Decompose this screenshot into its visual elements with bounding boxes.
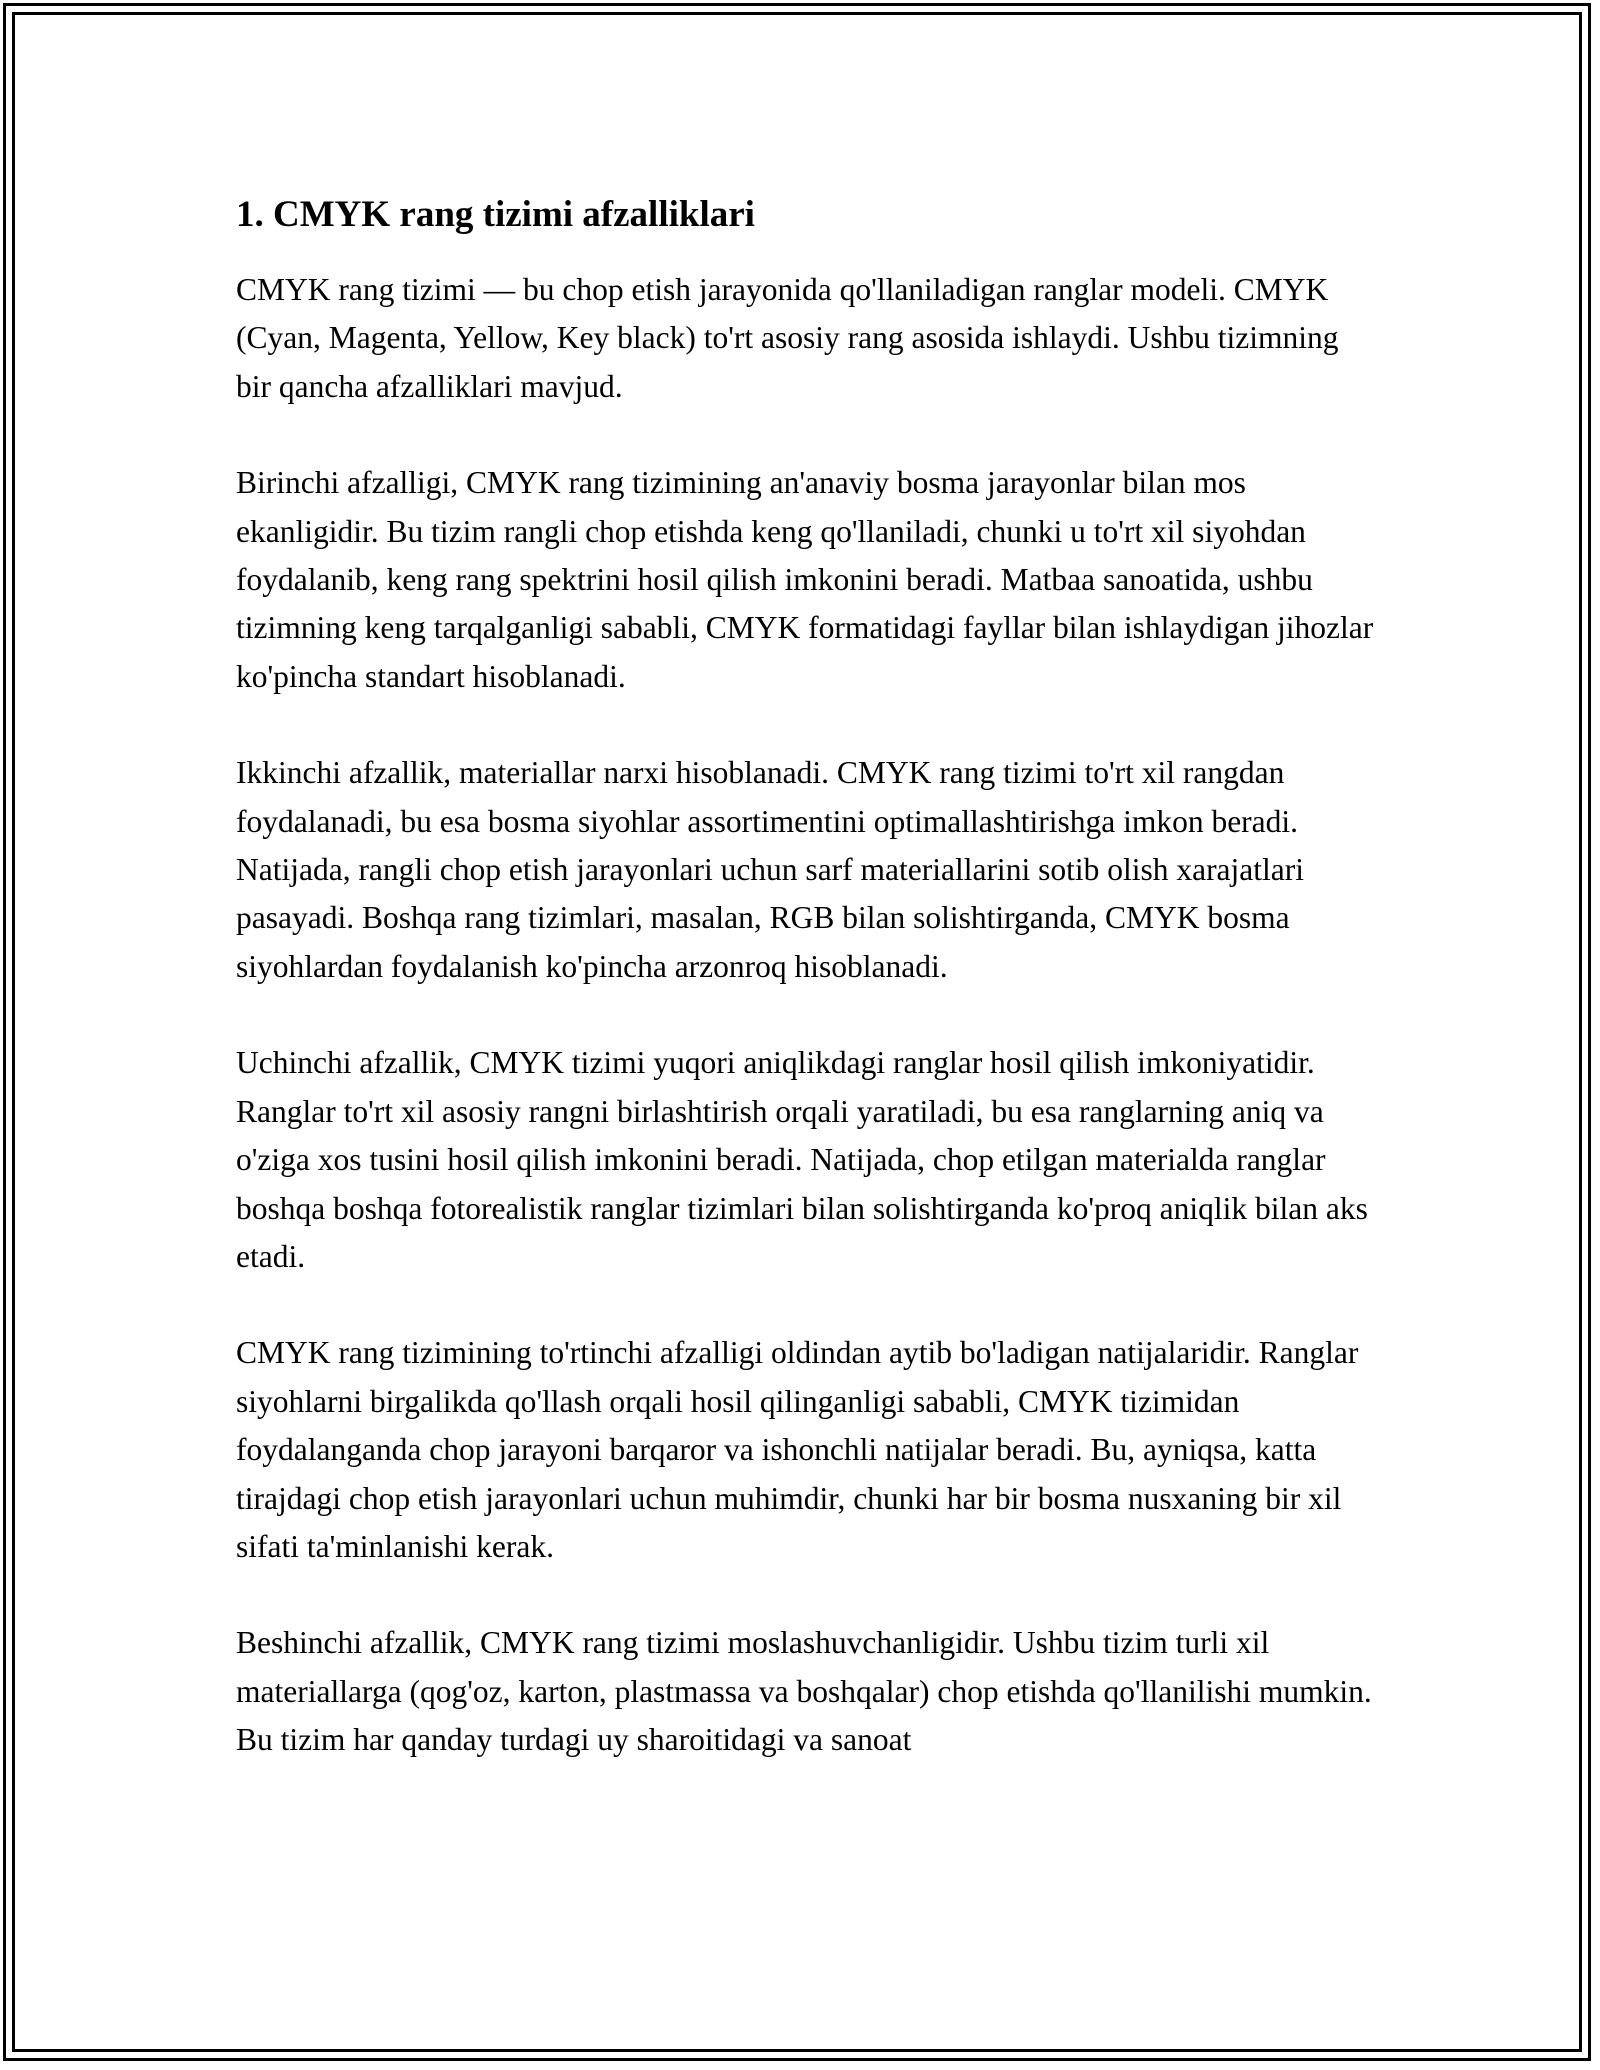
section-heading: 1. CMYK rang tizimi afzalliklari [236,194,755,235]
paragraph-intro: CMYK rang tizimi — bu chop etish jarayonida qo'llaniladigan ranglar modeli. CMYK (Cyan, Magenta, Yellow, Key black) to'rt asosiy rang asosida ishlaydi. Ushbu tizimning bir qancha afzalliklari mavjud. [236,272,1339,404]
paragraph-fifth-advantage: Beshinchi afzallik, CMYK rang tizimi moslashuvchanligidir. Ushbu tizim turli xil materiallarga (qog'oz, karton, plastmassa va boshqalar) chop etishda qo'llanilishi mumkin. Bu tizim har qanday turdagi uy sharoitidagi va sanoat [236,1625,1372,1758]
document-body [236,184,1376,1813]
paragraph-second-advantage: Ikkinchi afzallik, materiallar narxi hisoblanadi. CMYK rang tizimi to'rt xil rangdan foydalanadi, bu esa bosma siyohlar assortimentini optimallashtirishga imkon beradi. Natijada, rangli chop etish jarayonlari uchun sarf materiallarini sotib olish xarajatlari pasayadi. Boshqa rang tizimlari, masalan, RGB bilan solishtirganda, CMYK bosma siyohlardan foydalanish ko'pincha arzonroq hisoblanadi. [236,755,1305,984]
paragraph-third-advantage: Uchinchi afzallik, CMYK tizimi yuqori aniqlikdagi ranglar hosil qilish imkoniyatidir. Ranglar to'rt xil asosiy rangni birlashtirish orqali yaratiladi, bu esa ranglarning aniq va o'ziga xos tusini hosil qilish imkonini beradi. Natijada, chop etilgan materialda ranglar boshqa boshqa fotorealistik ranglar tizimlari bilan solishtirganda ko'proq aniqlik bilan aks etadi. [236,1045,1368,1274]
paragraph-fourth-advantage: CMYK rang tizimining to'rtinchi afzalligi oldindan aytib bo'ladigan natijalaridir. Ranglar siyohlarni birgalikda qo'llash orqali hosil qilinganligi sababli, CMYK tizimidan foydalanganda chop jarayoni barqaror va ishonchli natijalar beradi. Bu, ayniqsa, katta tirajdagi chop etish jarayonlari uchun muhimdir, chunki har bir bosma nusxaning bir xil sifati ta'minlanishi kerak. [236,1335,1359,1564]
paragraph-first-advantage: Birinchi afzalligi, CMYK rang tizimining an'anaviy bosma jarayonlar bilan mos ekanligidir. Bu tizim rangli chop etishda keng qo'llaniladi, chunki u to'rt xil siyohdan foydalanib, keng rang spektrini hosil qilish imkonini beradi. Matbaa sanoatida, ushbu tizimning keng tarqalganligi sababli, CMYK formatidagi fayllar bilan ishlaydigan jihozlar ko'pincha standart hisoblanadi. [236,465,1374,694]
